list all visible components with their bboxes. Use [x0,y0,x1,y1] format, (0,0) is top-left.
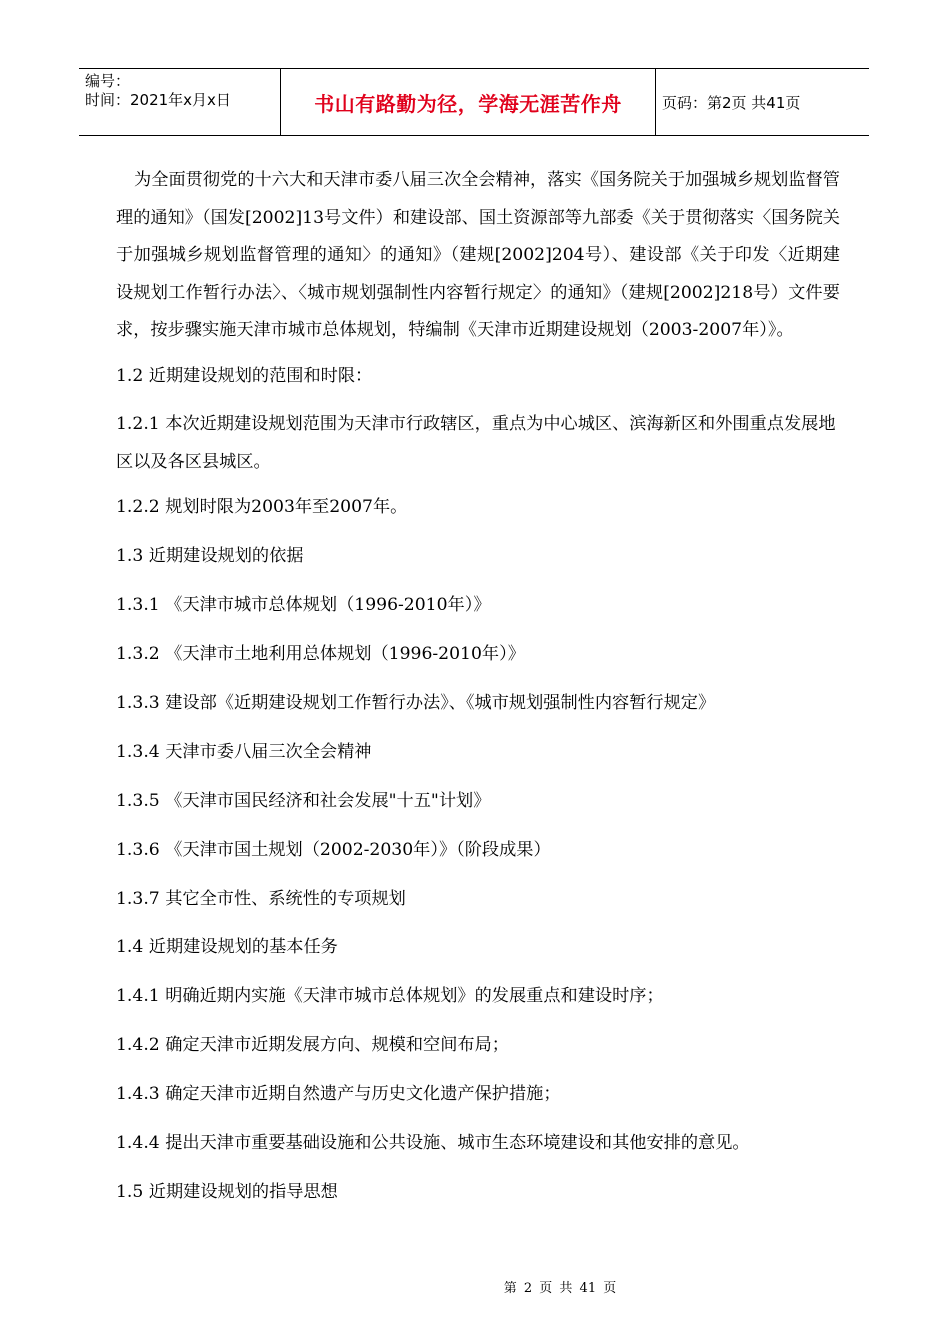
header-page-label: 页码：第2页 共41页 [662,93,801,112]
section-item: 1.3 近期建设规划的依据 [116,546,304,567]
section-item: 1.3.7 其它全市性、系统性的专项规划 [116,888,406,909]
time-label: 时间：2021年x月x日 [85,91,231,109]
number-label: 编号： [85,72,131,90]
section-item: 1.4.3 确定天津市近期自然遗产与历史文化遗产保护措施； [116,1084,561,1105]
section-item: 1.3.5 《天津市国民经济和社会发展"十五"计划》 [116,790,491,811]
section-item: 1.2.1 本次近期建设规划范围为天津市行政辖区，重点为中心城区、滨海新区和外围重点发展地区以及各区县城区。 [116,414,836,472]
section-item: 1.4.1 明确近期内实施《天津市城市总体规划》的发展重点和建设时序； [116,986,664,1007]
section-item: 1.5 近期建设规划的指导思想 [116,1181,338,1202]
document-body [116,162,840,1223]
header-meta [79,69,281,135]
section-item: 1.3.3 建设部《近期建设规划工作暂行办法》、《城市规划强制性内容暂行规定》 [116,692,716,713]
page-footer: 第 2 页 共 41 页 [503,1281,617,1296]
intro-paragraph: 为全面贯彻党的十六大和天津市委八届三次全会精神，落实《国务院关于加强城乡规划监督管理的通知》（国发[2002]13号文件）和建设部、国土资源部等九部委《关于贯彻落实〈国务院关于加强城乡规划监督管理的通知〉的通知》（建规[2002]204号）、建设部《关于印发〈近期建设规划工作暂行办法〉、〈城市规划强制性内容暂行规定〉的通知》（建规[2002]218号）文件要求，按步骤实施天津市城市总体规划，特编制《天津市近期建设规划（2003-2007年）》。 [116,170,840,340]
section-item: 1.3.1 《天津市城市总体规划（1996-2010年）》 [116,595,491,616]
section-item: 1.2.2 规划时限为2003年至2007年。 [116,497,408,518]
header-motto: 书山有路勤为径，学海无涯苦作舟 [281,69,656,135]
section-item: 1.3.2 《天津市土地利用总体规划（1996-2010年）》 [116,644,525,665]
section-item: 1.4.2 确定天津市近期发展方向、规模和空间布局； [116,1035,509,1056]
section-item: 1.4.4 提出天津市重要基础设施和公共设施、城市生态环境建设和其他安排的意见。 [116,1132,750,1153]
section-item: 1.2 近期建设规划的范围和时限： [116,365,373,386]
section-item: 1.4 近期建设规划的基本任务 [116,937,338,958]
section-item: 1.3.6 《天津市国土规划（2002-2030年）》（阶段成果） [116,839,551,860]
page-header [79,68,869,136]
section-item: 1.3.4 天津市委八届三次全会精神 [116,741,372,762]
